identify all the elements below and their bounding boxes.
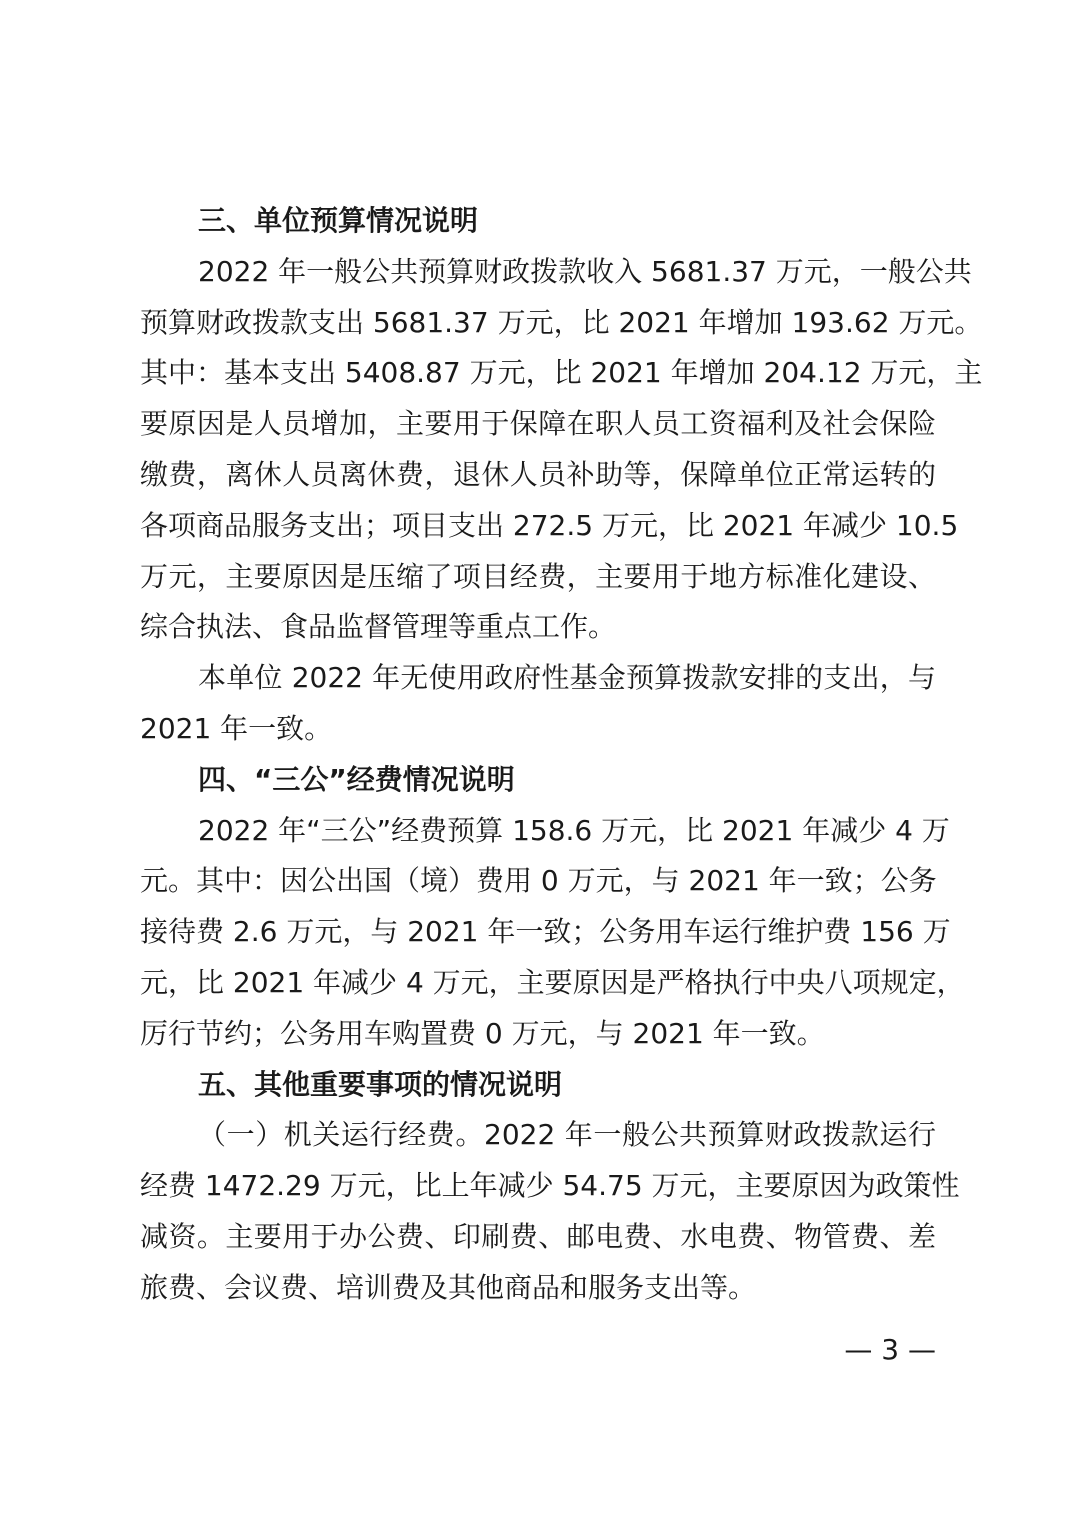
- document-body: [140, 196, 983, 1314]
- paragraph-line: 元，比 2021 年减少 4 万元，主要原因是严格执行中央八项规定，: [140, 965, 965, 999]
- paragraph-government-fund: [140, 653, 936, 755]
- paragraph-line: 接待费 2.6 万元，与 2021 年一致；公务用车运行维护费 156 万: [140, 915, 951, 949]
- paragraph-line: 元。其中：因公出国（境）费用 0 万元，与 2021 年一致；公务: [140, 864, 937, 898]
- paragraph-line: 要原因是人员增加，主要用于保障在职人员工资福利及社会保险: [140, 407, 936, 441]
- paragraph-line: 2022 年一般公共预算财政拨款收入 5681.37 万元，一般公共: [198, 254, 972, 288]
- paragraph-line: 2021 年一致。: [140, 711, 333, 745]
- paragraph-line: 各项商品服务支出；项目支出 272.5 万元，比 2021 年减少 10.5: [140, 508, 959, 542]
- paragraph-line: 万元，主要原因是压缩了项目经费，主要用于地方标准化建设、: [140, 559, 936, 593]
- paragraph-line: 其中：基本支出 5408.87 万元，比 2021 年增加 204.12 万元，主: [140, 356, 983, 390]
- paragraph-line: （一）机关运行经费。2022 年一般公共预算财政拨款运行: [198, 1118, 936, 1152]
- paragraph-line: 预算财政拨款支出 5681.37 万元，比 2021 年增加 193.62 万元。: [140, 305, 983, 339]
- paragraph-line: 旅费、会议费、培训费及其他商品和服务支出等。: [140, 1270, 757, 1304]
- page-number: — 3 —: [844, 1333, 936, 1366]
- paragraph-line: 2022 年“三公”经费预算 158.6 万元，比 2021 年减少 4 万: [198, 813, 950, 847]
- paragraph-line: 厉行节约；公务用车购置费 0 万元，与 2021 年一致。: [140, 1016, 825, 1050]
- section-heading-other-matters: 五、其他重要事项的情况说明: [198, 1067, 563, 1101]
- paragraph-line: 减资。主要用于办公费、印刷费、邮电费、水电费、物管费、差: [140, 1219, 936, 1253]
- paragraph-operating-expenses: [140, 1110, 960, 1313]
- paragraph-budget-overview: [140, 247, 983, 653]
- paragraph-line: 经费 1472.29 万元，比上年减少 54.75 万元，主要原因为政策性: [140, 1169, 960, 1203]
- section-heading-three-public: 四、“三公”经费情况说明: [198, 762, 515, 796]
- paragraph-line: 综合执法、食品监督管理等重点工作。: [140, 610, 617, 644]
- paragraph-line: 本单位 2022 年无使用政府性基金预算拨款安排的支出，与: [198, 661, 936, 695]
- paragraph-line: 缴费，离休人员离休费，退休人员补助等，保障单位正常运转的: [140, 457, 936, 491]
- section-heading-budget: 三、单位预算情况说明: [198, 204, 479, 237]
- paragraph-three-public-expenses: [140, 806, 965, 1060]
